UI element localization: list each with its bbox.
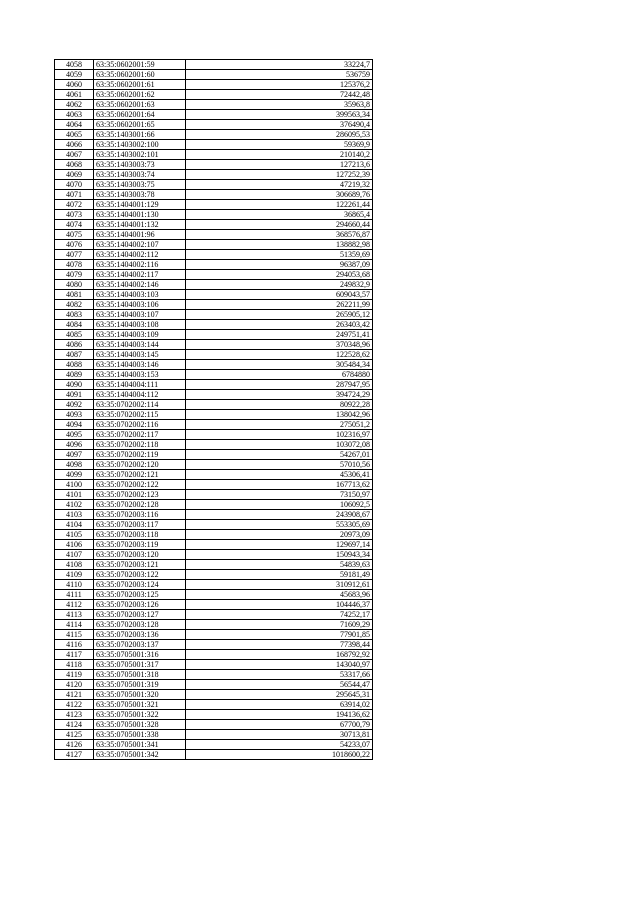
row-number-cell: 4084 [55, 320, 94, 330]
table-row [55, 220, 373, 230]
cadastral-number-cell: 63:35:1403003:73 [94, 160, 186, 170]
cadastral-number-cell: 63:35:0702003:127 [94, 610, 186, 620]
cadastral-number-cell: 63:35:1404002:117 [94, 270, 186, 280]
table-row [55, 560, 373, 570]
row-number-cell: 4086 [55, 340, 94, 350]
value-cell: 249751,41 [186, 330, 373, 340]
table-row [55, 650, 373, 660]
cadastral-number-cell: 63:35:1403003:74 [94, 170, 186, 180]
row-number-cell: 4072 [55, 200, 94, 210]
row-number-cell: 4098 [55, 460, 94, 470]
cadastral-number-cell: 63:35:0702003:117 [94, 520, 186, 530]
cadastral-number-cell: 63:35:0702002:123 [94, 490, 186, 500]
row-number-cell: 4081 [55, 290, 94, 300]
row-number-cell: 4078 [55, 260, 94, 270]
value-cell: 102316,97 [186, 430, 373, 440]
value-cell: 609043,57 [186, 290, 373, 300]
table-row [55, 480, 373, 490]
row-number-cell: 4116 [55, 640, 94, 650]
row-number-cell: 4104 [55, 520, 94, 530]
table-row [55, 60, 373, 70]
table-row [55, 500, 373, 510]
table-row [55, 700, 373, 710]
table-row [55, 590, 373, 600]
cadastral-number-cell: 63:35:0705001:341 [94, 740, 186, 750]
cadastral-number-cell: 63:35:1404001:96 [94, 230, 186, 240]
table-row [55, 420, 373, 430]
table-row [55, 430, 373, 440]
row-number-cell: 4073 [55, 210, 94, 220]
row-number-cell: 4059 [55, 70, 94, 80]
row-number-cell: 4102 [55, 500, 94, 510]
row-number-cell: 4092 [55, 400, 94, 410]
table-row [55, 460, 373, 470]
row-number-cell: 4100 [55, 480, 94, 490]
row-number-cell: 4089 [55, 370, 94, 380]
value-cell: 127213,6 [186, 160, 373, 170]
value-cell: 74252,17 [186, 610, 373, 620]
value-cell: 80922,28 [186, 400, 373, 410]
value-cell: 294660,44 [186, 220, 373, 230]
cadastral-number-cell: 63:35:1404003:107 [94, 310, 186, 320]
cadastral-number-cell: 63:35:1404004:111 [94, 380, 186, 390]
row-number-cell: 4123 [55, 710, 94, 720]
row-number-cell: 4075 [55, 230, 94, 240]
table-row [55, 630, 373, 640]
value-cell: 138042,96 [186, 410, 373, 420]
cadastral-number-cell: 63:35:0702002:115 [94, 410, 186, 420]
cadastral-number-cell: 63:35:1404004:112 [94, 390, 186, 400]
table-row [55, 370, 373, 380]
cadastral-number-cell: 63:35:1404003:146 [94, 360, 186, 370]
row-number-cell: 4127 [55, 750, 94, 760]
table-row [55, 230, 373, 240]
cadastral-number-cell: 63:35:0705001:328 [94, 720, 186, 730]
value-cell: 122528,62 [186, 350, 373, 360]
cadastral-number-cell: 63:35:0705001:322 [94, 710, 186, 720]
value-cell: 243908,67 [186, 510, 373, 520]
cadastral-number-cell: 63:35:0702003:128 [94, 620, 186, 630]
cadastral-number-cell: 63:35:1403002:100 [94, 140, 186, 150]
cadastral-number-cell: 63:35:0705001:318 [94, 670, 186, 680]
row-number-cell: 4071 [55, 190, 94, 200]
row-number-cell: 4113 [55, 610, 94, 620]
value-cell: 129697,14 [186, 540, 373, 550]
table-row [55, 140, 373, 150]
cadastral-number-cell: 63:35:0705001:338 [94, 730, 186, 740]
cadastral-number-cell: 63:35:1403003:75 [94, 180, 186, 190]
value-cell: 33224,7 [186, 60, 373, 70]
value-cell: 36865,4 [186, 210, 373, 220]
table-row [55, 70, 373, 80]
value-cell: 6784880 [186, 370, 373, 380]
table-row [55, 360, 373, 370]
table-row [55, 550, 373, 560]
table-row [55, 170, 373, 180]
cadastral-number-cell: 63:35:0602001:65 [94, 120, 186, 130]
value-cell: 210140,2 [186, 150, 373, 160]
row-number-cell: 4082 [55, 300, 94, 310]
value-cell: 275051,2 [186, 420, 373, 430]
row-number-cell: 4061 [55, 90, 94, 100]
value-cell: 35963,8 [186, 100, 373, 110]
cadastral-number-cell: 63:35:0705001:319 [94, 680, 186, 690]
row-number-cell: 4093 [55, 410, 94, 420]
value-cell: 294053,68 [186, 270, 373, 280]
row-number-cell: 4112 [55, 600, 94, 610]
cadastral-number-cell: 63:35:0702003:121 [94, 560, 186, 570]
row-number-cell: 4114 [55, 620, 94, 630]
table-row [55, 390, 373, 400]
row-number-cell: 4097 [55, 450, 94, 460]
table-row [55, 160, 373, 170]
cadastral-number-cell: 63:35:0705001:316 [94, 650, 186, 660]
value-cell: 143040,97 [186, 660, 373, 670]
value-cell: 553305,69 [186, 520, 373, 530]
row-number-cell: 4064 [55, 120, 94, 130]
table-row [55, 450, 373, 460]
value-cell: 249832,9 [186, 280, 373, 290]
table-row [55, 240, 373, 250]
table-row [55, 690, 373, 700]
value-cell: 45306,41 [186, 470, 373, 480]
cadastral-number-cell: 63:35:0705001:320 [94, 690, 186, 700]
data-table [54, 59, 373, 760]
value-cell: 194136,62 [186, 710, 373, 720]
cadastral-number-cell: 63:35:1404002:112 [94, 250, 186, 260]
row-number-cell: 4103 [55, 510, 94, 520]
table-row [55, 200, 373, 210]
cadastral-number-cell: 63:35:0702003:136 [94, 630, 186, 640]
table-row [55, 80, 373, 90]
row-number-cell: 4119 [55, 670, 94, 680]
cadastral-number-cell: 63:35:1403002:101 [94, 150, 186, 160]
data-table-body [55, 60, 373, 760]
row-number-cell: 4117 [55, 650, 94, 660]
table-row [55, 130, 373, 140]
row-number-cell: 4126 [55, 740, 94, 750]
table-row [55, 350, 373, 360]
cadastral-number-cell: 63:35:1404002:146 [94, 280, 186, 290]
value-cell: 47219,32 [186, 180, 373, 190]
value-cell: 67700,79 [186, 720, 373, 730]
cadastral-number-cell: 63:35:1403001:66 [94, 130, 186, 140]
row-number-cell: 4120 [55, 680, 94, 690]
table-row [55, 540, 373, 550]
value-cell: 168792,92 [186, 650, 373, 660]
table-row [55, 400, 373, 410]
table-row [55, 100, 373, 110]
cadastral-number-cell: 63:35:0705001:342 [94, 750, 186, 760]
row-number-cell: 4125 [55, 730, 94, 740]
table-row [55, 610, 373, 620]
table-row [55, 110, 373, 120]
value-cell: 368576,87 [186, 230, 373, 240]
value-cell: 399563,34 [186, 110, 373, 120]
row-number-cell: 4124 [55, 720, 94, 730]
table-row [55, 620, 373, 630]
row-number-cell: 4118 [55, 660, 94, 670]
cadastral-number-cell: 63:35:0702002:116 [94, 420, 186, 430]
table-row [55, 180, 373, 190]
cadastral-number-cell: 63:35:0702003:116 [94, 510, 186, 520]
row-number-cell: 4110 [55, 580, 94, 590]
cadastral-number-cell: 63:35:1404003:108 [94, 320, 186, 330]
cadastral-number-cell: 63:35:1404003:103 [94, 290, 186, 300]
table-row [55, 670, 373, 680]
value-cell: 150943,34 [186, 550, 373, 560]
row-number-cell: 4066 [55, 140, 94, 150]
row-number-cell: 4069 [55, 170, 94, 180]
value-cell: 54233,07 [186, 740, 373, 750]
table-row [55, 380, 373, 390]
cadastral-number-cell: 63:35:0702002:121 [94, 470, 186, 480]
value-cell: 287947,95 [186, 380, 373, 390]
row-number-cell: 4108 [55, 560, 94, 570]
value-cell: 45683,96 [186, 590, 373, 600]
value-cell: 106092,5 [186, 500, 373, 510]
cadastral-number-cell: 63:35:0702003:120 [94, 550, 186, 560]
cadastral-number-cell: 63:35:1404003:145 [94, 350, 186, 360]
cadastral-number-cell: 63:35:0702003:124 [94, 580, 186, 590]
value-cell: 51359,69 [186, 250, 373, 260]
value-cell: 286095,53 [186, 130, 373, 140]
value-cell: 30713,81 [186, 730, 373, 740]
value-cell: 127252,39 [186, 170, 373, 180]
cadastral-number-cell: 63:35:1404003:109 [94, 330, 186, 340]
value-cell: 96387,09 [186, 260, 373, 270]
row-number-cell: 4091 [55, 390, 94, 400]
row-number-cell: 4096 [55, 440, 94, 450]
cadastral-number-cell: 63:35:1404001:130 [94, 210, 186, 220]
value-cell: 63914,02 [186, 700, 373, 710]
row-number-cell: 4068 [55, 160, 94, 170]
table-row [55, 520, 373, 530]
cadastral-number-cell: 63:35:0702003:137 [94, 640, 186, 650]
cadastral-number-cell: 63:35:1404001:132 [94, 220, 186, 230]
value-cell: 125376,2 [186, 80, 373, 90]
value-cell: 305484,34 [186, 360, 373, 370]
value-cell: 167713,62 [186, 480, 373, 490]
value-cell: 370348,96 [186, 340, 373, 350]
value-cell: 53317,66 [186, 670, 373, 680]
value-cell: 72442,48 [186, 90, 373, 100]
table-row [55, 730, 373, 740]
row-number-cell: 4076 [55, 240, 94, 250]
row-number-cell: 4106 [55, 540, 94, 550]
table-row [55, 270, 373, 280]
row-number-cell: 4122 [55, 700, 94, 710]
cadastral-number-cell: 63:35:0702002:118 [94, 440, 186, 450]
row-number-cell: 4121 [55, 690, 94, 700]
cadastral-number-cell: 63:35:1404003:106 [94, 300, 186, 310]
table-row [55, 150, 373, 160]
value-cell: 310912,61 [186, 580, 373, 590]
value-cell: 77901,85 [186, 630, 373, 640]
cadastral-number-cell: 63:35:0705001:317 [94, 660, 186, 670]
row-number-cell: 4095 [55, 430, 94, 440]
row-number-cell: 4070 [55, 180, 94, 190]
row-number-cell: 4077 [55, 250, 94, 260]
value-cell: 376490,4 [186, 120, 373, 130]
cadastral-number-cell: 63:35:0602001:61 [94, 80, 186, 90]
table-row [55, 320, 373, 330]
value-cell: 54267,01 [186, 450, 373, 460]
table-row [55, 410, 373, 420]
row-number-cell: 4090 [55, 380, 94, 390]
value-cell: 295645,31 [186, 690, 373, 700]
table-row [55, 340, 373, 350]
row-number-cell: 4067 [55, 150, 94, 160]
cadastral-number-cell: 63:35:0702002:117 [94, 430, 186, 440]
value-cell: 1018600,22 [186, 750, 373, 760]
table-row [55, 440, 373, 450]
row-number-cell: 4074 [55, 220, 94, 230]
value-cell: 59369,9 [186, 140, 373, 150]
table-row [55, 260, 373, 270]
cadastral-number-cell: 63:35:1404001:129 [94, 200, 186, 210]
table-row [55, 300, 373, 310]
cadastral-number-cell: 63:35:1404003:144 [94, 340, 186, 350]
row-number-cell: 4083 [55, 310, 94, 320]
table-row [55, 600, 373, 610]
cadastral-number-cell: 63:35:0702003:122 [94, 570, 186, 580]
row-number-cell: 4101 [55, 490, 94, 500]
value-cell: 265905,12 [186, 310, 373, 320]
table-row [55, 710, 373, 720]
row-number-cell: 4063 [55, 110, 94, 120]
table-row [55, 640, 373, 650]
cadastral-number-cell: 63:35:0702002:122 [94, 480, 186, 490]
row-number-cell: 4079 [55, 270, 94, 280]
table-row [55, 470, 373, 480]
cadastral-number-cell: 63:35:0602001:62 [94, 90, 186, 100]
value-cell: 104446,37 [186, 600, 373, 610]
value-cell: 306689,76 [186, 190, 373, 200]
value-cell: 59181,49 [186, 570, 373, 580]
table-row [55, 90, 373, 100]
cadastral-number-cell: 63:35:0702002:120 [94, 460, 186, 470]
row-number-cell: 4085 [55, 330, 94, 340]
row-number-cell: 4087 [55, 350, 94, 360]
value-cell: 56544,47 [186, 680, 373, 690]
value-cell: 138882,98 [186, 240, 373, 250]
cadastral-number-cell: 63:35:1404003:153 [94, 370, 186, 380]
row-number-cell: 4080 [55, 280, 94, 290]
value-cell: 103072,08 [186, 440, 373, 450]
table-row [55, 660, 373, 670]
cadastral-number-cell: 63:35:0702002:128 [94, 500, 186, 510]
value-cell: 73150,97 [186, 490, 373, 500]
table-row [55, 570, 373, 580]
row-number-cell: 4109 [55, 570, 94, 580]
row-number-cell: 4111 [55, 590, 94, 600]
row-number-cell: 4058 [55, 60, 94, 70]
row-number-cell: 4062 [55, 100, 94, 110]
cadastral-number-cell: 63:35:0702002:114 [94, 400, 186, 410]
table-row [55, 580, 373, 590]
value-cell: 262211,99 [186, 300, 373, 310]
table-row [55, 210, 373, 220]
row-number-cell: 4060 [55, 80, 94, 90]
table-row [55, 750, 373, 760]
table-row [55, 680, 373, 690]
row-number-cell: 4088 [55, 360, 94, 370]
value-cell: 536759 [186, 70, 373, 80]
value-cell: 20973,09 [186, 530, 373, 540]
value-cell: 394724,29 [186, 390, 373, 400]
cadastral-number-cell: 63:35:1403003:78 [94, 190, 186, 200]
row-number-cell: 4115 [55, 630, 94, 640]
table-row [55, 490, 373, 500]
cadastral-number-cell: 63:35:1404002:116 [94, 260, 186, 270]
value-cell: 77398,44 [186, 640, 373, 650]
cadastral-number-cell: 63:35:0702003:125 [94, 590, 186, 600]
table-row [55, 740, 373, 750]
table-row [55, 330, 373, 340]
cadastral-number-cell: 63:35:0702002:119 [94, 450, 186, 460]
value-cell: 263403,42 [186, 320, 373, 330]
row-number-cell: 4099 [55, 470, 94, 480]
table-row [55, 120, 373, 130]
table-row [55, 190, 373, 200]
cadastral-number-cell: 63:35:0705001:321 [94, 700, 186, 710]
value-cell: 57010,56 [186, 460, 373, 470]
row-number-cell: 4107 [55, 550, 94, 560]
cadastral-number-cell: 63:35:0702003:118 [94, 530, 186, 540]
value-cell: 71609,29 [186, 620, 373, 630]
cadastral-number-cell: 63:35:0602001:63 [94, 100, 186, 110]
row-number-cell: 4105 [55, 530, 94, 540]
table-row [55, 280, 373, 290]
cadastral-number-cell: 63:35:0602001:64 [94, 110, 186, 120]
table-row [55, 310, 373, 320]
table-row [55, 510, 373, 520]
value-cell: 122261,44 [186, 200, 373, 210]
cadastral-number-cell: 63:35:0702003:126 [94, 600, 186, 610]
cadastral-number-cell: 63:35:1404002:107 [94, 240, 186, 250]
table-row [55, 530, 373, 540]
table-row [55, 250, 373, 260]
cadastral-number-cell: 63:35:0702003:119 [94, 540, 186, 550]
cadastral-number-cell: 63:35:0602001:60 [94, 70, 186, 80]
table-row [55, 290, 373, 300]
row-number-cell: 4094 [55, 420, 94, 430]
table-row [55, 720, 373, 730]
value-cell: 54839,63 [186, 560, 373, 570]
row-number-cell: 4065 [55, 130, 94, 140]
cadastral-number-cell: 63:35:0602001:59 [94, 60, 186, 70]
